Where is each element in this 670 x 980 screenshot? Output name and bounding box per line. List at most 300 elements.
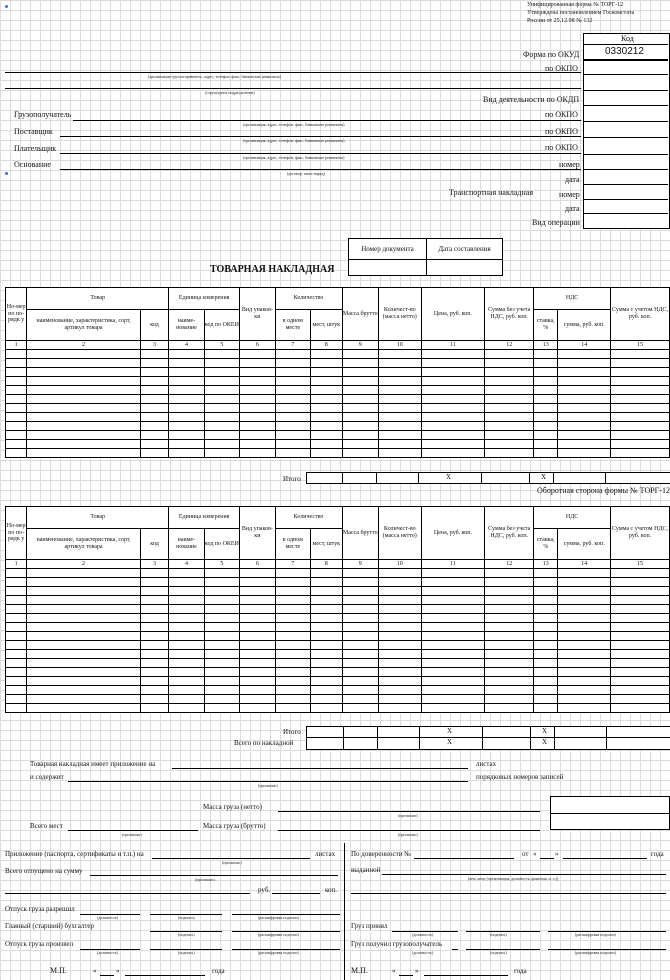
table-cell[interactable] xyxy=(240,641,275,650)
table-cell[interactable] xyxy=(311,686,342,695)
table-cell[interactable] xyxy=(140,641,168,650)
table-cell[interactable] xyxy=(485,632,534,641)
table-cell[interactable] xyxy=(169,377,204,386)
table-cell[interactable] xyxy=(378,350,421,359)
table-cell[interactable] xyxy=(6,449,27,458)
table-cell[interactable] xyxy=(342,704,378,713)
table-cell[interactable] xyxy=(204,386,239,395)
table-cell[interactable] xyxy=(140,359,168,368)
table-cell[interactable] xyxy=(342,659,378,668)
table-cell[interactable] xyxy=(240,587,275,596)
table-cell[interactable] xyxy=(169,569,204,578)
table-cell[interactable] xyxy=(27,449,141,458)
table-cell[interactable] xyxy=(204,614,239,623)
table-row[interactable] xyxy=(6,605,670,614)
table-cell[interactable] xyxy=(485,587,534,596)
table-cell[interactable] xyxy=(534,569,558,578)
table-cell[interactable] xyxy=(169,650,204,659)
table-cell[interactable] xyxy=(342,395,378,404)
table-cell[interactable] xyxy=(311,350,342,359)
table-cell[interactable] xyxy=(534,650,558,659)
table-cell[interactable] xyxy=(140,578,168,587)
table-row[interactable] xyxy=(6,704,670,713)
table-cell[interactable] xyxy=(27,377,141,386)
table-cell[interactable] xyxy=(169,359,204,368)
table-cell[interactable] xyxy=(6,395,27,404)
table-cell[interactable] xyxy=(378,386,421,395)
table-cell[interactable] xyxy=(240,404,275,413)
table-cell[interactable] xyxy=(140,413,168,422)
table-cell[interactable] xyxy=(534,605,558,614)
table-cell[interactable] xyxy=(140,632,168,641)
table-cell[interactable] xyxy=(342,404,378,413)
table-cell[interactable] xyxy=(6,359,27,368)
table-cell[interactable] xyxy=(275,422,310,431)
table-cell[interactable] xyxy=(169,431,204,440)
table-cell[interactable] xyxy=(27,632,141,641)
table-cell[interactable] xyxy=(342,359,378,368)
table-cell[interactable] xyxy=(311,422,342,431)
table-cell[interactable] xyxy=(485,440,534,449)
table-cell[interactable] xyxy=(204,659,239,668)
table-cell[interactable] xyxy=(275,614,310,623)
table-cell[interactable] xyxy=(342,668,378,677)
table-cell[interactable] xyxy=(558,350,611,359)
table-cell[interactable] xyxy=(611,395,670,404)
table-cell[interactable] xyxy=(275,377,310,386)
table-cell[interactable] xyxy=(378,677,421,686)
table-row[interactable] xyxy=(6,695,670,704)
table-cell[interactable] xyxy=(611,440,670,449)
table-cell[interactable] xyxy=(240,668,275,677)
table-cell[interactable] xyxy=(611,449,670,458)
table-cell[interactable] xyxy=(611,650,670,659)
table-cell[interactable] xyxy=(558,623,611,632)
table-cell[interactable] xyxy=(342,386,378,395)
table-cell[interactable] xyxy=(27,704,141,713)
table-cell[interactable] xyxy=(311,569,342,578)
table-cell[interactable] xyxy=(275,569,310,578)
table-cell[interactable] xyxy=(6,578,27,587)
table-cell[interactable] xyxy=(558,368,611,377)
okpo-cell-1[interactable] xyxy=(583,61,668,75)
table-cell[interactable] xyxy=(485,641,534,650)
table-cell[interactable] xyxy=(421,368,485,377)
table-cell[interactable] xyxy=(27,623,141,632)
table-cell[interactable] xyxy=(240,395,275,404)
table-row[interactable] xyxy=(6,578,670,587)
table-cell[interactable] xyxy=(611,431,670,440)
table-cell[interactable] xyxy=(169,686,204,695)
table-cell[interactable] xyxy=(611,359,670,368)
goods-rows-2[interactable] xyxy=(6,569,670,713)
table-cell[interactable] xyxy=(534,587,558,596)
table-cell[interactable] xyxy=(342,569,378,578)
table-cell[interactable] xyxy=(611,632,670,641)
table-cell[interactable] xyxy=(558,650,611,659)
table-cell[interactable] xyxy=(421,695,485,704)
table-cell[interactable] xyxy=(611,623,670,632)
table-cell[interactable] xyxy=(485,569,534,578)
table-cell[interactable] xyxy=(275,386,310,395)
table-cell[interactable] xyxy=(6,431,27,440)
table-cell[interactable] xyxy=(27,431,141,440)
table-cell[interactable] xyxy=(378,623,421,632)
issued-line[interactable] xyxy=(382,874,666,875)
table-cell[interactable] xyxy=(169,632,204,641)
table-row[interactable] xyxy=(6,641,670,650)
table-cell[interactable] xyxy=(204,350,239,359)
table-cell[interactable] xyxy=(140,386,168,395)
table-row[interactable] xyxy=(6,422,670,431)
table-cell[interactable] xyxy=(534,431,558,440)
table-cell[interactable] xyxy=(169,404,204,413)
table-cell[interactable] xyxy=(378,440,421,449)
table-cell[interactable] xyxy=(6,623,27,632)
table-cell[interactable] xyxy=(311,695,342,704)
table-cell[interactable] xyxy=(534,659,558,668)
table-cell[interactable] xyxy=(342,368,378,377)
table-cell[interactable] xyxy=(275,587,310,596)
table-row[interactable] xyxy=(6,587,670,596)
table-cell[interactable] xyxy=(240,659,275,668)
table-cell[interactable] xyxy=(485,578,534,587)
table-cell[interactable] xyxy=(611,386,670,395)
table-row[interactable] xyxy=(6,614,670,623)
table-row[interactable] xyxy=(6,359,670,368)
table-cell[interactable] xyxy=(485,704,534,713)
table-cell[interactable] xyxy=(342,413,378,422)
mass-gross-line[interactable] xyxy=(278,830,540,831)
table-cell[interactable] xyxy=(27,404,141,413)
okdp-cell[interactable] xyxy=(583,91,668,106)
table-cell[interactable] xyxy=(140,704,168,713)
table-cell[interactable] xyxy=(534,422,558,431)
table-cell[interactable] xyxy=(311,587,342,596)
table-cell[interactable] xyxy=(342,431,378,440)
table-cell[interactable] xyxy=(169,596,204,605)
table-cell[interactable] xyxy=(378,614,421,623)
table-cell[interactable] xyxy=(204,632,239,641)
table-cell[interactable] xyxy=(558,395,611,404)
table-row[interactable] xyxy=(6,677,670,686)
table-cell[interactable] xyxy=(485,395,534,404)
table-cell[interactable] xyxy=(378,596,421,605)
rec-position-line-a[interactable] xyxy=(452,949,458,950)
table-cell[interactable] xyxy=(378,422,421,431)
table-cell[interactable] xyxy=(378,641,421,650)
table-cell[interactable] xyxy=(6,386,27,395)
table-cell[interactable] xyxy=(378,587,421,596)
table-cell[interactable] xyxy=(534,359,558,368)
table-row[interactable] xyxy=(6,569,670,578)
table-cell[interactable] xyxy=(140,587,168,596)
table-cell[interactable] xyxy=(611,605,670,614)
table-cell[interactable] xyxy=(140,404,168,413)
table-cell[interactable] xyxy=(311,641,342,650)
table-cell[interactable] xyxy=(204,605,239,614)
table-cell[interactable] xyxy=(611,704,670,713)
table-cell[interactable] xyxy=(342,440,378,449)
table-cell[interactable] xyxy=(169,395,204,404)
table-cell[interactable] xyxy=(342,605,378,614)
table-cell[interactable] xyxy=(485,686,534,695)
table-cell[interactable] xyxy=(342,578,378,587)
table-cell[interactable] xyxy=(204,641,239,650)
table-cell[interactable] xyxy=(140,659,168,668)
table-cell[interactable] xyxy=(421,659,485,668)
table-cell[interactable] xyxy=(311,677,342,686)
table-cell[interactable] xyxy=(378,659,421,668)
table-cell[interactable] xyxy=(140,623,168,632)
basis-line[interactable] xyxy=(60,169,581,170)
table-cell[interactable] xyxy=(204,395,239,404)
table-cell[interactable] xyxy=(378,578,421,587)
table-cell[interactable] xyxy=(558,596,611,605)
table-cell[interactable] xyxy=(240,650,275,659)
table-cell[interactable] xyxy=(534,395,558,404)
table-cell[interactable] xyxy=(421,440,485,449)
table-cell[interactable] xyxy=(421,632,485,641)
okud-cell[interactable] xyxy=(583,45,668,61)
table-cell[interactable] xyxy=(558,704,611,713)
table-cell[interactable] xyxy=(421,377,485,386)
table-cell[interactable] xyxy=(421,350,485,359)
table-cell[interactable] xyxy=(558,677,611,686)
table-cell[interactable] xyxy=(311,377,342,386)
table-cell[interactable] xyxy=(485,596,534,605)
shipper-line[interactable] xyxy=(5,72,581,73)
table-cell[interactable] xyxy=(140,605,168,614)
table-row[interactable] xyxy=(6,431,670,440)
table-cell[interactable] xyxy=(485,668,534,677)
payer-line[interactable] xyxy=(60,153,581,154)
table-cell[interactable] xyxy=(378,686,421,695)
table-cell[interactable] xyxy=(421,641,485,650)
table-cell[interactable] xyxy=(558,377,611,386)
table-cell[interactable] xyxy=(240,569,275,578)
table-cell[interactable] xyxy=(6,650,27,659)
table-cell[interactable] xyxy=(311,704,342,713)
table-cell[interactable] xyxy=(558,440,611,449)
table-row[interactable] xyxy=(6,368,670,377)
table-cell[interactable] xyxy=(140,686,168,695)
table-cell[interactable] xyxy=(611,569,670,578)
table-cell[interactable] xyxy=(421,605,485,614)
table-cell[interactable] xyxy=(485,359,534,368)
table-cell[interactable] xyxy=(378,695,421,704)
table-cell[interactable] xyxy=(421,686,485,695)
table-cell[interactable] xyxy=(240,386,275,395)
table-cell[interactable] xyxy=(558,359,611,368)
day-line-left[interactable] xyxy=(100,975,114,976)
goods-rows-1[interactable] xyxy=(6,350,670,458)
table-cell[interactable] xyxy=(275,596,310,605)
table-cell[interactable] xyxy=(534,596,558,605)
table-cell[interactable] xyxy=(378,650,421,659)
table-cell[interactable] xyxy=(311,596,342,605)
table-cell[interactable] xyxy=(421,449,485,458)
table-cell[interactable] xyxy=(558,668,611,677)
table-cell[interactable] xyxy=(27,668,141,677)
table-cell[interactable] xyxy=(611,659,670,668)
table-cell[interactable] xyxy=(534,578,558,587)
table-cell[interactable] xyxy=(485,614,534,623)
table-cell[interactable] xyxy=(342,587,378,596)
transport-date-cell[interactable] xyxy=(583,200,668,214)
table-cell[interactable] xyxy=(204,440,239,449)
table-cell[interactable] xyxy=(240,686,275,695)
table-cell[interactable] xyxy=(342,641,378,650)
table-cell[interactable] xyxy=(534,440,558,449)
table-cell[interactable] xyxy=(169,587,204,596)
table-cell[interactable] xyxy=(6,368,27,377)
table-row[interactable] xyxy=(6,686,670,695)
table-cell[interactable] xyxy=(534,641,558,650)
table-cell[interactable] xyxy=(27,587,141,596)
table-cell[interactable] xyxy=(27,605,141,614)
table-cell[interactable] xyxy=(378,449,421,458)
table-cell[interactable] xyxy=(534,413,558,422)
okpo-cell-3[interactable] xyxy=(583,122,668,138)
table-row[interactable] xyxy=(6,596,670,605)
table-cell[interactable] xyxy=(311,395,342,404)
table-cell[interactable] xyxy=(204,596,239,605)
table-cell[interactable] xyxy=(611,695,670,704)
table-cell[interactable] xyxy=(240,377,275,386)
table-cell[interactable] xyxy=(27,695,141,704)
table-cell[interactable] xyxy=(169,440,204,449)
table-cell[interactable] xyxy=(421,623,485,632)
table-cell[interactable] xyxy=(534,368,558,377)
table-cell[interactable] xyxy=(204,569,239,578)
table-cell[interactable] xyxy=(611,668,670,677)
table-cell[interactable] xyxy=(342,650,378,659)
table-cell[interactable] xyxy=(534,377,558,386)
table-row[interactable] xyxy=(6,659,670,668)
table-cell[interactable] xyxy=(6,377,27,386)
table-cell[interactable] xyxy=(485,650,534,659)
table-cell[interactable] xyxy=(311,614,342,623)
table-cell[interactable] xyxy=(421,359,485,368)
contains-line[interactable] xyxy=(68,781,468,782)
table-cell[interactable] xyxy=(485,695,534,704)
consignee-line[interactable] xyxy=(73,120,581,121)
kop-line[interactable] xyxy=(272,893,320,894)
table-cell[interactable] xyxy=(534,677,558,686)
table-cell[interactable] xyxy=(311,659,342,668)
table-cell[interactable] xyxy=(342,695,378,704)
table-cell[interactable] xyxy=(6,659,27,668)
table-cell[interactable] xyxy=(240,422,275,431)
table-cell[interactable] xyxy=(421,422,485,431)
table-cell[interactable] xyxy=(558,431,611,440)
table-cell[interactable] xyxy=(311,431,342,440)
table-cell[interactable] xyxy=(240,614,275,623)
table-cell[interactable] xyxy=(204,695,239,704)
table-cell[interactable] xyxy=(485,677,534,686)
month-line-right[interactable] xyxy=(424,975,508,976)
table-cell[interactable] xyxy=(378,413,421,422)
table-cell[interactable] xyxy=(204,686,239,695)
table-cell[interactable] xyxy=(275,431,310,440)
table-cell[interactable] xyxy=(485,350,534,359)
table-cell[interactable] xyxy=(342,614,378,623)
table-cell[interactable] xyxy=(311,605,342,614)
table-cell[interactable] xyxy=(169,413,204,422)
table-cell[interactable] xyxy=(275,641,310,650)
table-cell[interactable] xyxy=(27,650,141,659)
table-cell[interactable] xyxy=(485,605,534,614)
table-cell[interactable] xyxy=(378,404,421,413)
table-cell[interactable] xyxy=(27,395,141,404)
table-row[interactable] xyxy=(6,350,670,359)
table-cell[interactable] xyxy=(378,605,421,614)
table-cell[interactable] xyxy=(611,578,670,587)
division-cell[interactable] xyxy=(583,75,668,91)
table-cell[interactable] xyxy=(485,386,534,395)
table-cell[interactable] xyxy=(275,695,310,704)
table-cell[interactable] xyxy=(421,650,485,659)
table-cell[interactable] xyxy=(275,578,310,587)
table-cell[interactable] xyxy=(558,641,611,650)
table-cell[interactable] xyxy=(275,395,310,404)
table-cell[interactable] xyxy=(558,659,611,668)
table-cell[interactable] xyxy=(611,350,670,359)
table-cell[interactable] xyxy=(204,623,239,632)
table-cell[interactable] xyxy=(204,449,239,458)
table-cell[interactable] xyxy=(485,377,534,386)
table-cell[interactable] xyxy=(140,440,168,449)
table-cell[interactable] xyxy=(342,377,378,386)
table-cell[interactable] xyxy=(140,350,168,359)
total-places-line[interactable] xyxy=(68,830,198,831)
table-cell[interactable] xyxy=(611,596,670,605)
table-cell[interactable] xyxy=(311,578,342,587)
table-row[interactable] xyxy=(6,449,670,458)
table-cell[interactable] xyxy=(240,632,275,641)
table-cell[interactable] xyxy=(611,614,670,623)
table-cell[interactable] xyxy=(240,440,275,449)
table-cell[interactable] xyxy=(6,350,27,359)
table-cell[interactable] xyxy=(485,449,534,458)
table-cell[interactable] xyxy=(275,704,310,713)
table-cell[interactable] xyxy=(204,704,239,713)
table-cell[interactable] xyxy=(275,632,310,641)
table-cell[interactable] xyxy=(558,695,611,704)
table-cell[interactable] xyxy=(27,422,141,431)
table-cell[interactable] xyxy=(485,623,534,632)
table-cell[interactable] xyxy=(311,404,342,413)
attachment-line[interactable] xyxy=(172,768,468,769)
mass-box[interactable] xyxy=(550,796,670,830)
table-cell[interactable] xyxy=(485,659,534,668)
table-cell[interactable] xyxy=(342,449,378,458)
table-cell[interactable] xyxy=(421,587,485,596)
table-cell[interactable] xyxy=(6,596,27,605)
table-cell[interactable] xyxy=(6,614,27,623)
table-cell[interactable] xyxy=(611,686,670,695)
table-cell[interactable] xyxy=(342,596,378,605)
table-cell[interactable] xyxy=(485,431,534,440)
table-cell[interactable] xyxy=(534,695,558,704)
table-cell[interactable] xyxy=(611,422,670,431)
table-cell[interactable] xyxy=(204,650,239,659)
table-cell[interactable] xyxy=(534,449,558,458)
table-cell[interactable] xyxy=(275,404,310,413)
table-cell[interactable] xyxy=(204,368,239,377)
table-cell[interactable] xyxy=(27,686,141,695)
